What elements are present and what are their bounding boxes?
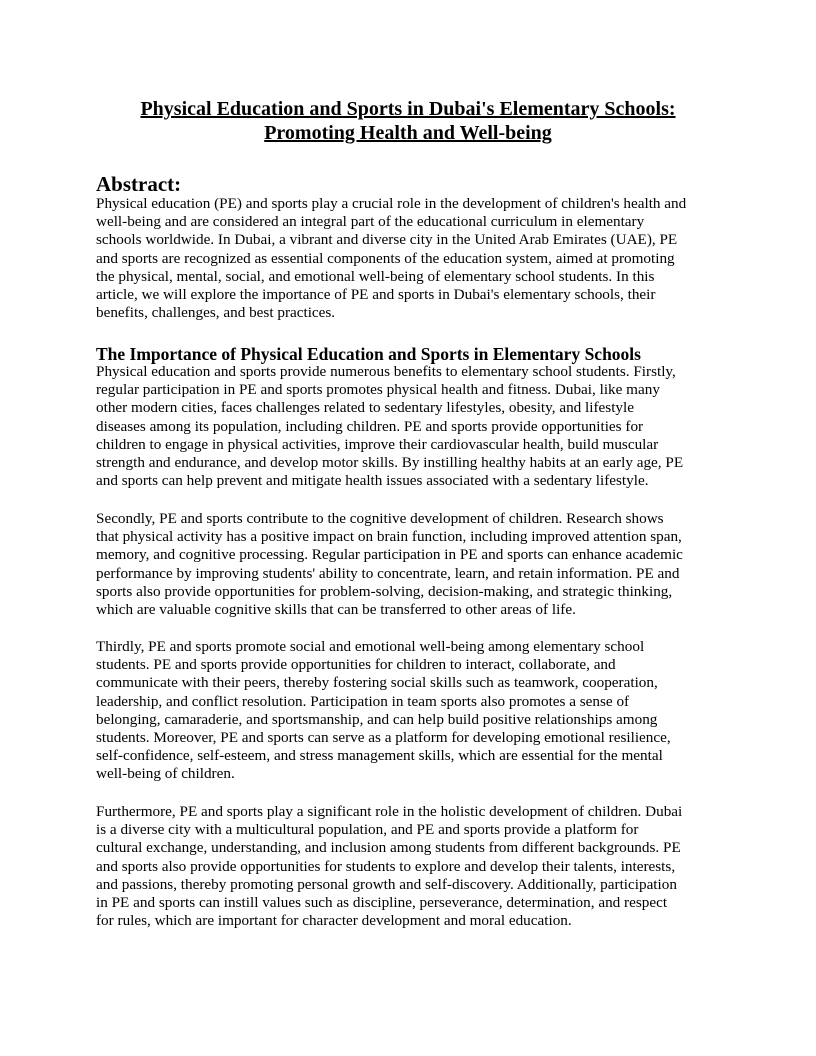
text-line: schools worldwide. In Dubai, a vibrant and diverse city in the United Arab Emirates (UAE), PE (96, 231, 678, 249)
text-line: and passions, thereby promoting personal growth and self-discovery. Additionally, participation (96, 875, 677, 893)
section-heading: The Importance of Physical Education and Sports in Elementary Schools (96, 344, 641, 364)
text-line: other modern cities, faces challenges related to sedentary lifestyles, obesity, and lifestyle (96, 399, 634, 417)
text-line: children to engage in physical activities, improve their cardiovascular health, build muscular (96, 435, 659, 453)
text-line: belonging, camaraderie, and sportsmanship, and can help build positive relationships among (96, 710, 658, 728)
text-line: Physical education and sports provide numerous benefits to elementary school students. Firstly, (96, 363, 676, 380)
text-line: Thirdly, PE and sports promote social and emotional well-being among elementary school (96, 638, 645, 655)
text-line: and sports can help prevent and mitigate health issues associated with a sedentary lifestyle. (96, 472, 649, 490)
abstract-heading: Abstract: (96, 172, 182, 196)
text-line: the physical, mental, social, and emotional well-being of elementary school students. In this (96, 267, 655, 285)
text-line: and sports are recognized as essential components of the education system, aimed at promoting (96, 249, 675, 267)
text-line: performance by improving students' ability to concentrate, learn, and retain information. PE and (96, 564, 680, 582)
body-paragraph (96, 803, 736, 930)
text-line: leadership, and conflict resolution. Participation in team sports also promotes a sense of (96, 692, 630, 710)
text-line: well-being and are considered an integral part of the educational curriculum in elementary (96, 213, 645, 231)
text-line: diseases among its population, including children. PE and sports provide opportunities for (96, 417, 644, 435)
title-line: Physical Education and Sports in Dubai's Elementary Schools: (140, 98, 676, 120)
text-line: Furthermore, PE and sports play a significant role in the holistic development of children. Dubai (96, 803, 683, 820)
document-title (0, 97, 816, 145)
text-line: is a diverse city with a multicultural population, and PE and sports provide a platform for (96, 821, 639, 839)
text-line: and sports also provide opportunities for students to explore and develop their talents, interests, (96, 857, 676, 875)
text-line: which are valuable cognitive skills that can be transferred to other areas of life. (96, 601, 576, 619)
text-line: Physical education (PE) and sports play a crucial role in the development of children's health and (96, 195, 687, 212)
text-line: self-confidence, self-esteem, and stress management skills, which are essential for the mental (96, 747, 663, 765)
text-line: memory, and cognitive processing. Regular participation in PE and sports can enhance academic (96, 546, 683, 564)
text-line: strength and endurance, and develop motor skills. By instilling healthy habits at an early age, PE (96, 454, 684, 472)
text-line: sports also provide opportunities for problem-solving, decision-making, and strategic thinking, (96, 582, 673, 600)
title-line: Promoting Health and Well-being (264, 122, 552, 144)
abstract-paragraph (96, 195, 736, 322)
text-line: students. Moreover, PE and sports can serve as a platform for developing emotional resilience, (96, 729, 671, 747)
text-line: communicate with their peers, thereby fostering social skills such as teamwork, cooperation, (96, 674, 658, 692)
text-line: article, we will explore the importance of PE and sports in Dubai's elementary schools, their (96, 286, 656, 304)
text-line: in PE and sports can instill values such as discipline, perseverance, determination, and respect (96, 894, 668, 912)
text-line: benefits, challenges, and best practices. (96, 304, 336, 322)
body-paragraph (96, 510, 736, 619)
text-line: well-being of children. (96, 765, 235, 783)
text-line: for rules, which are important for character development and moral education. (96, 912, 572, 930)
text-line: regular participation in PE and sports promotes physical health and fitness. Dubai, like many (96, 381, 660, 399)
body-paragraph (96, 363, 736, 490)
text-line: students. PE and sports provide opportunities for children to interact, collaborate, and (96, 656, 616, 674)
text-line: Secondly, PE and sports contribute to the cognitive development of children. Research shows (96, 510, 664, 527)
text-line: that physical activity has a positive impact on brain function, including improved attention span, (96, 528, 682, 546)
text-line: cultural exchange, understanding, and inclusion among students from different backgrounds. PE (96, 839, 681, 857)
body-paragraph (96, 638, 736, 784)
